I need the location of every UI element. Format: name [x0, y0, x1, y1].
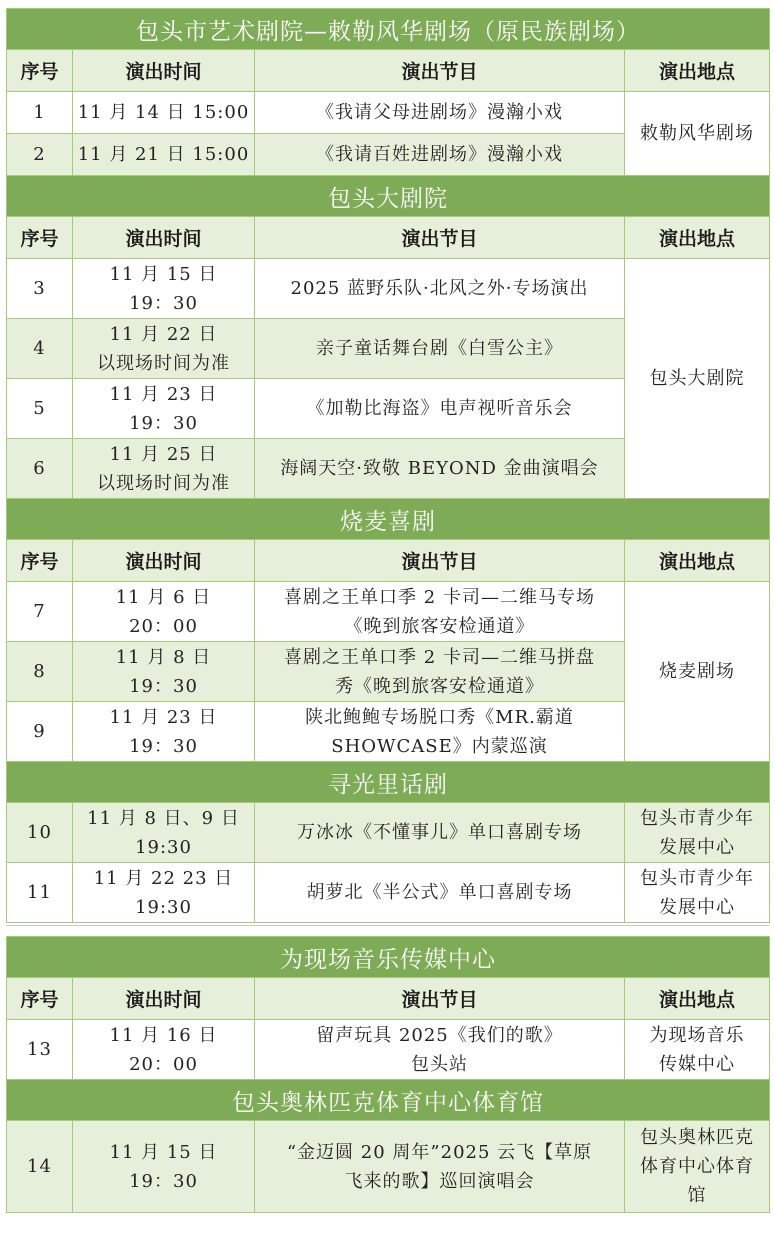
- row-venue: 烧麦剧场: [625, 582, 770, 762]
- row-no: 5: [7, 379, 73, 439]
- row-program: 喜剧之王单口季 2 卡司—二维马拼盘 秀《晚到旅客安检通道》: [255, 642, 625, 702]
- header-program: 演出节目: [255, 540, 625, 582]
- row-program: 《加勒比海盗》电声视听音乐会: [255, 379, 625, 439]
- header-venue: 演出地点: [625, 50, 770, 92]
- header-venue: 演出地点: [625, 217, 770, 259]
- row-program: 《我请百姓进剧场》漫瀚小戏: [255, 134, 625, 176]
- row-time: 11 月 22 日 以现场时间为准: [73, 319, 255, 379]
- row-no: 4: [7, 319, 73, 379]
- header-no: 序号: [7, 50, 73, 92]
- row-program: 喜剧之王单口季 2 卡司—二维马专场 《晚到旅客安检通道》: [255, 582, 625, 642]
- row-time: 11 月 16 日 20：00: [73, 1020, 255, 1080]
- row-time: 11 月 22 23 日 19:30: [73, 863, 255, 923]
- row-program: 亲子童话舞台剧《白雪公主》: [255, 319, 625, 379]
- header-time: 演出时间: [73, 540, 255, 582]
- row-venue: 包头奥林匹克 体育中心体育 馆: [625, 1121, 770, 1213]
- row-venue: 为现场音乐 传媒中心: [625, 1020, 770, 1080]
- header-time: 演出时间: [73, 217, 255, 259]
- header-program: 演出节目: [255, 217, 625, 259]
- row-time: 11 月 6 日 20：00: [73, 582, 255, 642]
- row-time: 11 月 8 日、9 日 19:30: [73, 803, 255, 863]
- row-program: 胡萝北《半公式》单口喜剧专场: [255, 863, 625, 923]
- header-venue: 演出地点: [625, 540, 770, 582]
- row-no: 7: [7, 582, 73, 642]
- row-time: 11 月 23 日 19：30: [73, 379, 255, 439]
- row-no: 8: [7, 642, 73, 702]
- schedule-table-top: [6, 8, 770, 923]
- row-program: 2025 蓝野乐队·北风之外·专场演出: [255, 259, 625, 319]
- section-title: 寻光里话剧: [7, 762, 770, 803]
- section-title: 包头大剧院: [7, 176, 770, 217]
- row-no: 1: [7, 92, 73, 134]
- row-time: 11 月 8 日 19：30: [73, 642, 255, 702]
- header-no: 序号: [7, 978, 73, 1020]
- header-no: 序号: [7, 540, 73, 582]
- row-time: 11 月 15 日 19：30: [73, 1121, 255, 1213]
- row-time: 11 月 25 日 以现场时间为准: [73, 439, 255, 499]
- header-program: 演出节目: [255, 50, 625, 92]
- section-title: 包头奥林匹克体育中心体育馆: [7, 1080, 770, 1121]
- schedule-table-bottom: [6, 936, 770, 1213]
- row-time: 11 月 15 日 19：30: [73, 259, 255, 319]
- header-program: 演出节目: [255, 978, 625, 1020]
- header-no: 序号: [7, 217, 73, 259]
- row-venue: 包头大剧院: [625, 259, 770, 499]
- row-program: 留声玩具 2025《我们的歌》 包头站: [255, 1020, 625, 1080]
- header-time: 演出时间: [73, 978, 255, 1020]
- row-no: 2: [7, 134, 73, 176]
- row-no: 3: [7, 259, 73, 319]
- row-time: 11 月 21 日 15:00: [73, 134, 255, 176]
- row-program: 《我请父母进剧场》漫瀚小戏: [255, 92, 625, 134]
- row-venue: 敕勒风华剧场: [625, 92, 770, 176]
- row-time: 11 月 23 日 19：30: [73, 702, 255, 762]
- row-venue: 包头市青少年 发展中心: [625, 863, 770, 923]
- section-title: 包头市艺术剧院—敕勒风华剧场（原民族剧场）: [7, 9, 770, 50]
- header-venue: 演出地点: [625, 978, 770, 1020]
- divider: [6, 925, 769, 936]
- row-no: 6: [7, 439, 73, 499]
- row-venue: 包头市青少年 发展中心: [625, 803, 770, 863]
- row-no: 14: [7, 1121, 73, 1213]
- row-program: 陕北鲍鲍专场脱口秀《MR.霸道 SHOWCASE》内蒙巡演: [255, 702, 625, 762]
- row-program: 海阔天空·致敬 BEYOND 金曲演唱会: [255, 439, 625, 499]
- section-title: 烧麦喜剧: [7, 499, 770, 540]
- row-no: 10: [7, 803, 73, 863]
- row-no: 11: [7, 863, 73, 923]
- row-program: 万冰冰《不懂事儿》单口喜剧专场: [255, 803, 625, 863]
- section-title: 为现场音乐传媒中心: [7, 937, 770, 978]
- row-program: “金迈圆 20 周年”2025 云飞【草原 飞来的歌】巡回演唱会: [255, 1121, 625, 1213]
- header-time: 演出时间: [73, 50, 255, 92]
- row-time: 11 月 14 日 15:00: [73, 92, 255, 134]
- row-no: 9: [7, 702, 73, 762]
- row-no: 13: [7, 1020, 73, 1080]
